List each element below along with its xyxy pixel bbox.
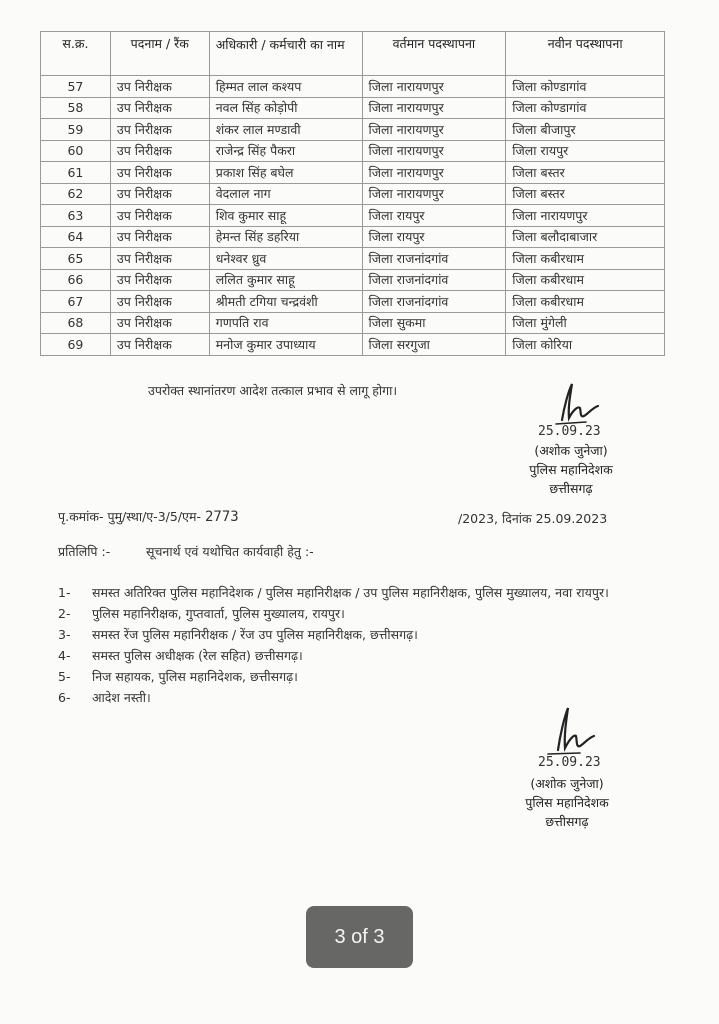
cell-new-posting: जिला कबीरधाम [506,291,665,313]
table-row [41,334,665,356]
cell-officer-name: प्रकाश सिंह बघेल [209,162,362,184]
list-item-text: पुलिस महानिरीक्षक, गुप्तवार्ता, पुलिस मुख्यालय, रायपुर। [92,606,345,621]
header-designation: पदनाम / रैंक [110,32,209,76]
table-row [41,162,665,184]
cell-serial: 57 [41,76,111,98]
cell-current-posting: जिला नारायणपुर [362,119,506,141]
cell-new-posting: जिला कोण्डागांव [506,76,665,98]
table-row [41,291,665,313]
copy-label: प्रतिलिपि :- [58,544,111,559]
signer-bottom-state: छत्तीसगढ़ [545,814,589,829]
cell-officer-name: गणपति राव [209,312,362,334]
distribution-list [58,583,638,709]
signature-top-date: 25.09.23 [538,424,601,439]
table-header-row [41,32,665,76]
table-row [41,97,665,119]
cell-serial: 59 [41,119,111,141]
cell-designation: उप निरीक्षक [110,226,209,248]
cell-officer-name: मनोज कुमार उपाध्याय [209,334,362,356]
cell-current-posting: जिला नारायणपुर [362,183,506,205]
cell-officer-name: शिव कुमार साहू [209,205,362,227]
list-item-number: 4- [58,648,71,663]
cell-current-posting: जिला रायपुर [362,205,506,227]
header-serial: स.क्र. [41,32,111,76]
list-item-text: समस्त अतिरिक्त पुलिस महानिदेशक / पुलिस महानिरीक्षक / उप पुलिस महानिरीक्षक, पुलिस मुख्यालय, नवा रायपुर। [92,585,609,600]
signature-mark-icon [548,378,618,428]
cell-current-posting: जिला राजनांदगांव [362,248,506,270]
table-row [41,76,665,98]
cell-designation: उप निरीक्षक [110,312,209,334]
cell-new-posting: जिला बलौदाबाजार [506,226,665,248]
cell-designation: उप निरीक्षक [110,248,209,270]
cell-current-posting: जिला राजनांदगांव [362,291,506,313]
cell-officer-name: हिम्मत लाल कश्यप [209,76,362,98]
copy-text: सूचनार्थ एवं यथोचित कार्यवाही हेतु :- [146,544,314,559]
cell-officer-name: ललित कुमार साहू [209,269,362,291]
cell-designation: उप निरीक्षक [110,291,209,313]
list-item [58,583,638,603]
cell-designation: उप निरीक्षक [110,205,209,227]
signer-top-name: (अशोक जुनेजा) [534,443,608,458]
cell-officer-name: शंकर लाल मण्डावी [209,119,362,141]
cell-new-posting: जिला नारायणपुर [506,205,665,227]
cell-officer-name: हेमन्त सिंह डहरिया [209,226,362,248]
signer-top-block [506,441,636,498]
transfer-table [40,31,665,356]
cell-designation: उप निरीक्षक [110,269,209,291]
cell-current-posting: जिला नारायणपुर [362,140,506,162]
list-item-number: 5- [58,669,71,684]
cell-serial: 63 [41,205,111,227]
cell-serial: 64 [41,226,111,248]
list-item [58,625,638,645]
list-item-number: 2- [58,606,71,621]
list-item-text: आदेश नस्ती। [92,690,151,705]
cell-designation: उप निरीक्षक [110,76,209,98]
cell-serial: 66 [41,269,111,291]
signer-bottom-block [502,774,632,831]
header-current-posting: वर्तमान पदस्थापना [362,32,506,76]
cell-current-posting: जिला नारायणपुर [362,76,506,98]
cell-officer-name: नवल सिंह कोड़ोपी [209,97,362,119]
signature-bottom-date: 25.09.23 [538,755,601,770]
cell-officer-name: धनेश्वर ध्रुव [209,248,362,270]
cell-designation: उप निरीक्षक [110,183,209,205]
copy-line [58,543,314,560]
table-row [41,183,665,205]
list-item-number: 3- [58,627,71,642]
effect-note: उपरोक्त स्थानांतरण आदेश तत्काल प्रभाव से लागू होगा। [148,383,398,398]
cell-serial: 61 [41,162,111,184]
cell-new-posting: जिला रायपुर [506,140,665,162]
table-row [41,248,665,270]
header-officer-name: अधिकारी / कर्मचारी का नाम [209,32,362,76]
list-item-text: निज सहायक, पुलिस महानिदेशक, छत्तीसगढ़। [92,669,298,684]
page-indicator: 3 of 3 [306,906,413,968]
list-item [58,667,638,687]
list-item-text: समस्त रेंज पुलिस महानिरीक्षक / रेंज उप पुलिस महानिरीक्षक, छत्तीसगढ़। [92,627,418,642]
cell-new-posting: जिला बस्तर [506,183,665,205]
cell-new-posting: जिला कबीरधाम [506,269,665,291]
table-row [41,140,665,162]
cell-current-posting: जिला नारायणपुर [362,162,506,184]
cell-current-posting: जिला नारायणपुर [362,97,506,119]
cell-designation: उप निरीक्षक [110,97,209,119]
cell-serial: 60 [41,140,111,162]
cell-serial: 68 [41,312,111,334]
signature-mark-icon [544,704,614,760]
header-new-posting: नवीन पदस्थापना [506,32,665,76]
cell-serial: 65 [41,248,111,270]
signer-top-designation: पुलिस महानिदेशक [529,462,613,477]
list-item-number: 1- [58,585,71,600]
list-item [58,604,638,624]
cell-officer-name: राजेन्द्र सिंह पैकरा [209,140,362,162]
cell-designation: उप निरीक्षक [110,162,209,184]
table-row [41,269,665,291]
table-row [41,205,665,227]
cell-new-posting: जिला मुंगेली [506,312,665,334]
signer-top-state: छत्तीसगढ़ [549,481,593,496]
list-item [58,646,638,666]
table-row [41,119,665,141]
table-row [41,312,665,334]
list-item-text: समस्त पुलिस अधीक्षक (रेल सहित) छत्तीसगढ़। [92,648,303,663]
cell-officer-name: वेदलाल नाग [209,183,362,205]
reference-date: /2023, दिनांक 25.09.2023 [458,511,608,526]
reference-label: पृ.कमांक- पुमु/स्था/ए-3/5/एम- [58,509,201,524]
cell-new-posting: जिला बीजापुर [506,119,665,141]
cell-serial: 62 [41,183,111,205]
signature-bottom [544,704,614,760]
reference-handwritten-number: 2773 [204,509,239,525]
cell-current-posting: जिला रायपुर [362,226,506,248]
cell-serial: 69 [41,334,111,356]
cell-new-posting: जिला कबीरधाम [506,248,665,270]
list-item-number: 6- [58,690,71,705]
cell-new-posting: जिला कोण्डागांव [506,97,665,119]
cell-designation: उप निरीक्षक [110,334,209,356]
cell-designation: उप निरीक्षक [110,119,209,141]
cell-current-posting: जिला राजनांदगांव [362,269,506,291]
signer-bottom-designation: पुलिस महानिदेशक [525,795,609,810]
cell-current-posting: जिला सुकमा [362,312,506,334]
cell-current-posting: जिला सरगुजा [362,334,506,356]
cell-serial: 58 [41,97,111,119]
cell-new-posting: जिला बस्तर [506,162,665,184]
cell-new-posting: जिला कोरिया [506,334,665,356]
table-row [41,226,665,248]
cell-designation: उप निरीक्षक [110,140,209,162]
cell-officer-name: श्रीमती टगिया चन्द्रवंशी [209,291,362,313]
reference-number [58,508,239,525]
cell-serial: 67 [41,291,111,313]
signature-top [548,378,618,428]
signer-bottom-name: (अशोक जुनेजा) [530,776,604,791]
